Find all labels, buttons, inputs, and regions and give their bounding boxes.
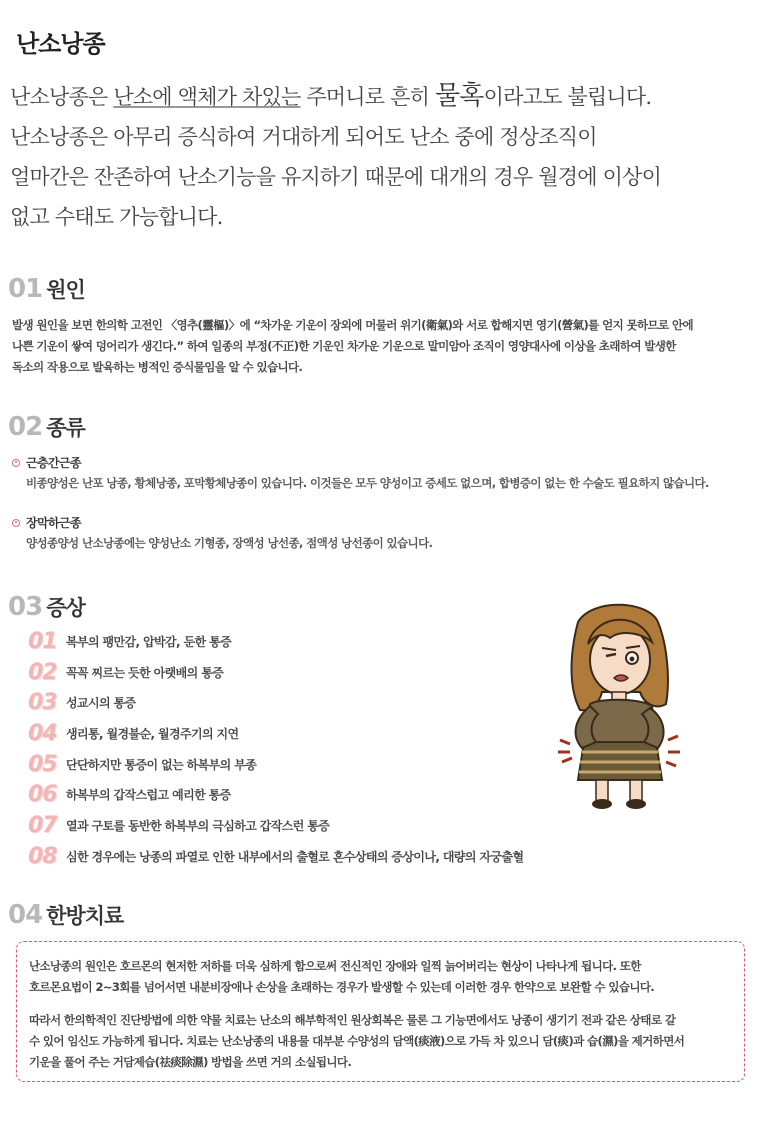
symptom-item	[28, 657, 523, 688]
symptom-text: 심한 경우에는 낭종의 파열로 인한 내부에서의 출혈로 혼수상태의 증상이나, 대량의 자궁출혈	[66, 849, 524, 864]
symptom-item	[28, 841, 523, 872]
type-description: 양성종양성 난소낭종에는 양성난소 기형종, 장액성 낭선종, 점액성 낭선종이 있습니다.	[26, 536, 433, 550]
bullet-icon	[12, 519, 20, 527]
treatment-paragraph-2	[29, 1010, 732, 1073]
cause-paragraph	[12, 315, 752, 378]
symptom-text: 성교시의 통증	[66, 696, 136, 711]
symptom-number: 06	[28, 782, 57, 808]
intro-line-3: 얼마간은 잔존하여 난소기능을 유지하기 때문에 대개의 경우 월경에 이상이	[10, 165, 662, 189]
treatment-paragraph-1	[29, 956, 732, 998]
treatment-line: 호르몬요법이 2~3회를 넘어서면 내분비장애나 손상을 초래하는 경우가 발생할 수 있는데 이러한 경우 한약으로 보완할 수 있습니다.	[29, 980, 655, 994]
symptom-text: 열과 구토를 동반한 하복부의 극심하고 갑작스런 통증	[66, 818, 330, 833]
section-title: 종류	[46, 416, 85, 440]
symptom-text: 단단하지만 통증이 없는 하복부의 부종	[66, 757, 257, 772]
symptom-number: 04	[28, 720, 57, 746]
intro-emphasis: 물혹	[434, 81, 484, 111]
cause-line: 독소의 작용으로 발육하는 병적인 증식물임을 알 수 있습니다.	[12, 360, 303, 374]
symptom-number: 03	[28, 690, 57, 716]
section-title: 증상	[46, 596, 85, 620]
symptom-item	[28, 749, 523, 780]
cause-line: 나쁜 기운이 쌓여 덩어리가 생긴다.” 하여 일종의 부정(不正)한 기운인 차가운 기운으로 말미암아 조직이 영양대사에 이상을 초래하여 발생한	[12, 339, 676, 353]
cause-line: 발생 원인을 보면 한의학 고전인 〈영추(靈樞)〉에 “차가운 기운이 장외에 머물러 위기(衛氣)와 서로 합해지면 영기(營氣)를 얻지 못하므로 안에	[12, 318, 693, 332]
type-item	[12, 514, 432, 551]
intro-line-2: 난소낭종은 아무리 증식하여 거대하게 되어도 난소 중에 정상조직이	[10, 125, 597, 149]
section-number: 04	[8, 900, 43, 930]
symptom-text: 생리통, 월경불순, 월경주기의 지연	[66, 726, 239, 741]
symptom-list	[28, 626, 523, 872]
intro-line-4: 없고 수태도 가능합니다.	[10, 205, 223, 229]
treatment-box	[16, 941, 745, 1082]
section-number: 03	[8, 592, 43, 622]
type-item	[12, 454, 709, 491]
symptom-item	[28, 779, 523, 810]
section-number: 01	[8, 274, 43, 304]
treatment-line: 수 있어 임신도 가능하게 됩니다. 치료는 난소낭종의 내용물 대부분 수양성의 담액(痰液)으로 가득 차 있으니 담(痰)과 습(濕)을 제거하면서	[29, 1034, 685, 1048]
symptom-text: 복부의 팽만감, 압박감, 둔한 통증	[66, 634, 232, 649]
symptom-number: 05	[28, 751, 57, 777]
intro-line-1	[10, 76, 750, 117]
symptom-number: 01	[28, 628, 57, 654]
section-types-heading	[8, 412, 85, 442]
intro-paragraph	[10, 76, 750, 237]
section-number: 02	[8, 412, 43, 442]
intro-text: 주머니로 흔히	[300, 85, 435, 109]
type-name: 장막하근종	[26, 516, 81, 530]
type-name: 근층간근종	[26, 456, 81, 470]
woman-abdominal-pain-illustration	[540, 592, 680, 812]
symptom-item	[28, 687, 523, 718]
intro-text: 이라고도 불립니다.	[483, 85, 652, 109]
section-title: 한방치료	[46, 904, 124, 928]
symptom-text: 하복부의 갑작스럽고 예리한 통증	[66, 788, 231, 803]
symptom-item	[28, 718, 523, 749]
section-symptoms-heading	[8, 592, 85, 622]
symptom-item	[28, 810, 523, 841]
section-title: 원인	[46, 278, 85, 302]
symptom-number: 07	[28, 812, 57, 838]
intro-text: 난소낭종은	[10, 85, 114, 109]
symptom-number: 02	[28, 659, 57, 685]
symptom-number: 08	[28, 843, 57, 869]
section-cause-heading	[8, 274, 85, 304]
section-treatment-heading	[8, 900, 123, 930]
bullet-icon	[12, 459, 20, 467]
symptom-text: 꼭꼭 찌르는 듯한 아랫배의 통증	[66, 665, 224, 680]
intro-underlined-text: 난소에 액체가 차있는	[113, 85, 301, 109]
page-title: 난소낭종	[16, 30, 105, 58]
treatment-line: 난소낭종의 원인은 호르몬의 현저한 저하를 더욱 심하게 함으로써 전신적인 장애와 일찍 늙어버리는 현상이 나타나게 됩니다. 또한	[29, 959, 641, 973]
symptom-item	[28, 626, 523, 657]
treatment-line: 기운을 풀어 주는 거담제습(祛痰除濕) 방법을 쓰면 거의 소실됩니다.	[29, 1055, 352, 1069]
treatment-line: 따라서 한의학적인 진단방법에 의한 약물 치료는 난소의 해부학적인 원상회복은 물론 그 기능면에서도 낭종이 생기기 전과 같은 상태로 갈	[29, 1013, 676, 1027]
type-description: 비종양성은 난포 낭종, 황체낭종, 포막황체낭종이 있습니다. 이것들은 모두 양성이고 증세도 없으며, 합병증이 없는 한 수술도 필요하지 않습니다.	[26, 476, 709, 490]
